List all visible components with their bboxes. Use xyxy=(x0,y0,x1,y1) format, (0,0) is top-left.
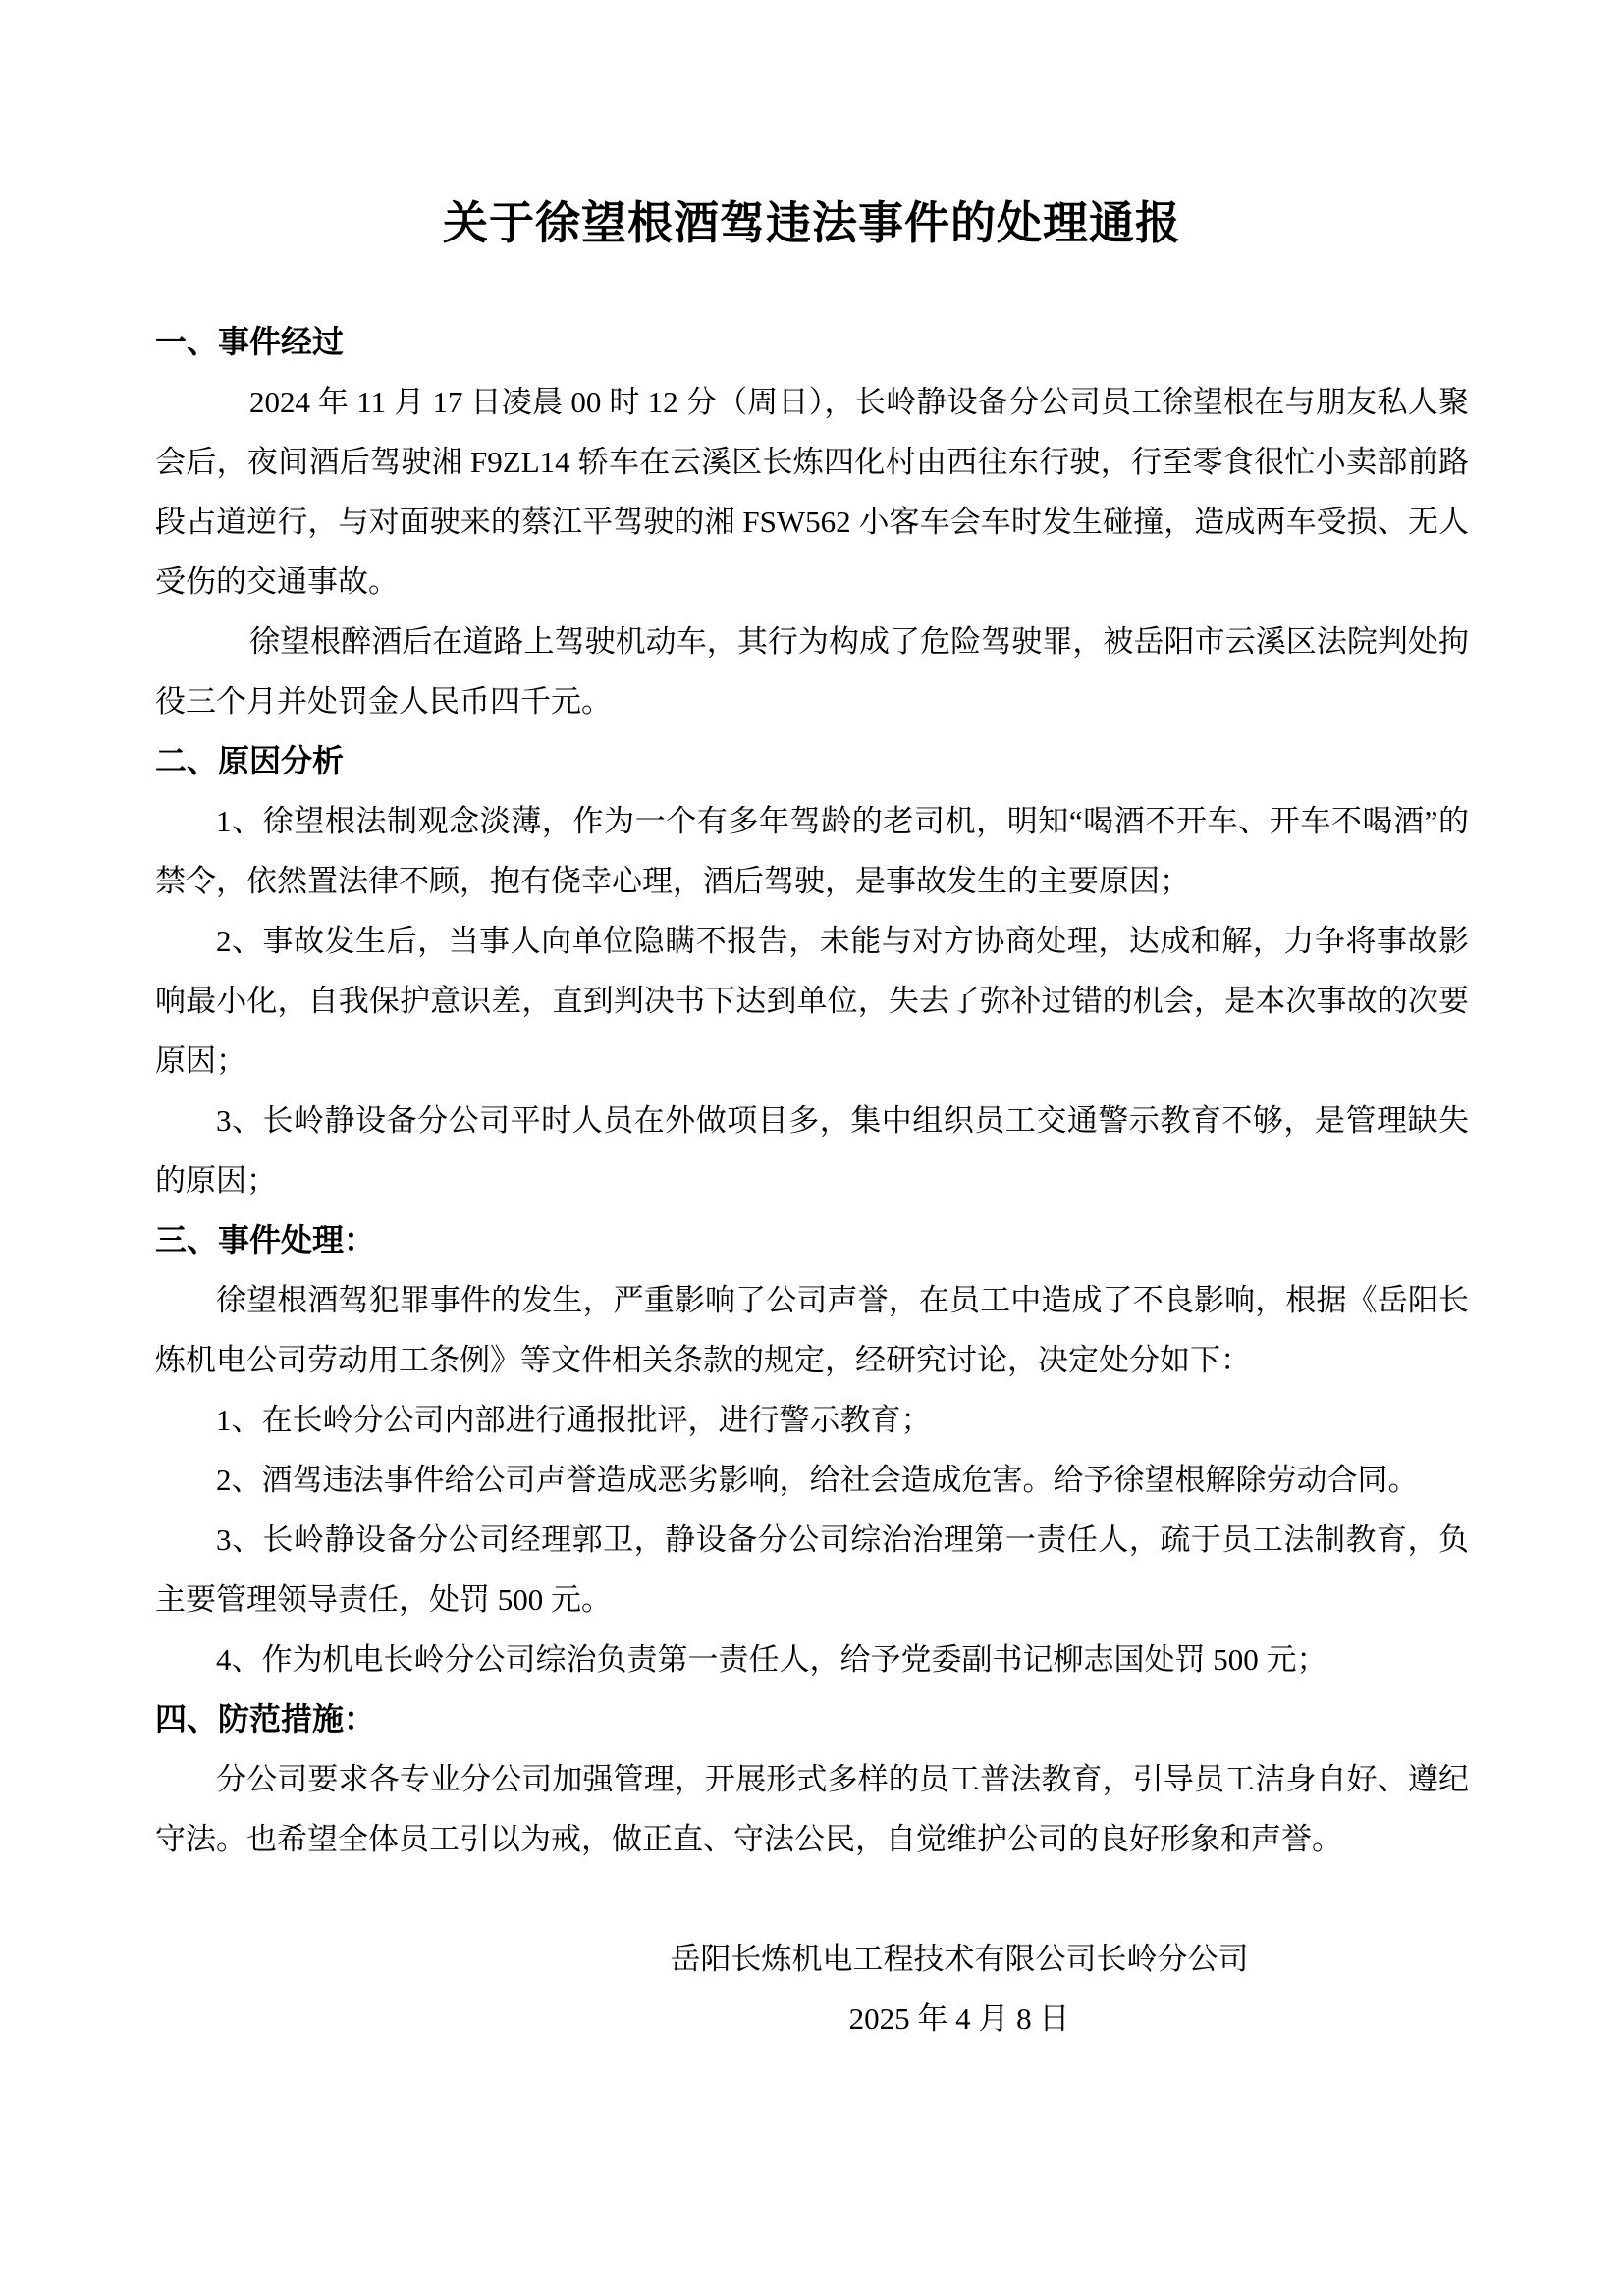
paragraph-cause-1: 1、徐望根法制观念淡薄，作为一个有多年驾龄的老司机，明知“喝酒不开车、开车不喝酒”的禁令，依然置法律不顾，抱有侥幸心理，酒后驾驶，是事故发生的主要原因； xyxy=(155,804,1469,898)
paragraph-cause-2: 2、事故发生后，当事人向单位隐瞒不报告，未能与对方协商处理，达成和解，力争将事故影响最小化，自我保护意识差，直到判决书下达到单位，失去了弥补过错的机会，是本次事故的次要原因； xyxy=(155,924,1469,1078)
section-heading-cause-analysis: 二、原因分析 xyxy=(155,743,345,778)
paragraph-handling-2: 2、酒驾违法事件给公司声誉造成恶劣影响，给社会造成危害。给予徐望根解除劳动合同。 xyxy=(216,1463,1419,1497)
paragraph-handling-4: 4、作为机电长岭分公司综治负责第一责任人，给予党委副书记柳志国处罚 500 元； xyxy=(216,1642,1327,1677)
paragraph-handling-intro: 徐望根酒驾犯罪事件的发生，严重影响了公司声誉，在员工中造成了不良影响，根据《岳阳长炼机电公司劳动用工条例》等文件相关条款的规定，经研究讨论，决定处分如下： xyxy=(155,1283,1469,1377)
section-heading-incident: 一、事件经过 xyxy=(155,324,345,359)
document-title: 关于徐望根酒驾违法事件的处理通报 xyxy=(443,198,1181,248)
paragraph-handling-3: 3、长岭静设备分公司经理郭卫，静设备分公司综治治理第一责任人，疏于员工法制教育，负主要管理领导责任，处罚 500 元。 xyxy=(155,1522,1469,1617)
section-heading-prevention: 四、防范措施： xyxy=(155,1701,376,1736)
paragraph-incident-1: 2024 年 11 月 17 日凌晨 00 时 12 分（周日），长岭静设备分公司员工徐望根在与朋友私人聚会后，夜间酒后驾驶湘 F9ZL14 轿车在云溪区长炼四化村由西往东行驶，行至零食很忙小卖部前路段占道逆行，与对面驶来的蔡江平驾驶的湘 FSW562 小客车会车时发生碰撞，造成两车受损、无人受伤的交通事故。 xyxy=(155,385,1469,599)
section-heading-handling: 三、事件处理： xyxy=(155,1222,376,1257)
paragraph-prevention-1: 分公司要求各专业分公司加强管理，开展形式多样的员工普法教育，引导员工洁身自好、遵纪守法。也希望全体员工引以为戒，做正直、守法公民，自觉维护公司的良好形象和声誉。 xyxy=(155,1762,1469,1856)
paragraph-incident-2: 徐望根醉酒后在道路上驾驶机动车，其行为构成了危险驾驶罪，被岳阳市云溪区法院判处拘役三个月并处罚金人民币四千元。 xyxy=(155,624,1469,719)
paragraph-cause-3: 3、长岭静设备分公司平时人员在外做项目多，集中组织员工交通警示教育不够，是管理缺失的原因； xyxy=(155,1103,1469,1198)
signature-company-name: 岳阳长炼机电工程技术有限公司长岭分公司 xyxy=(670,1942,1249,1976)
signature-date: 2025 年 4 月 8 日 xyxy=(848,2002,1070,2036)
paragraph-handling-1: 1、在长岭分公司内部进行通报批评，进行警示教育； xyxy=(216,1403,932,1437)
